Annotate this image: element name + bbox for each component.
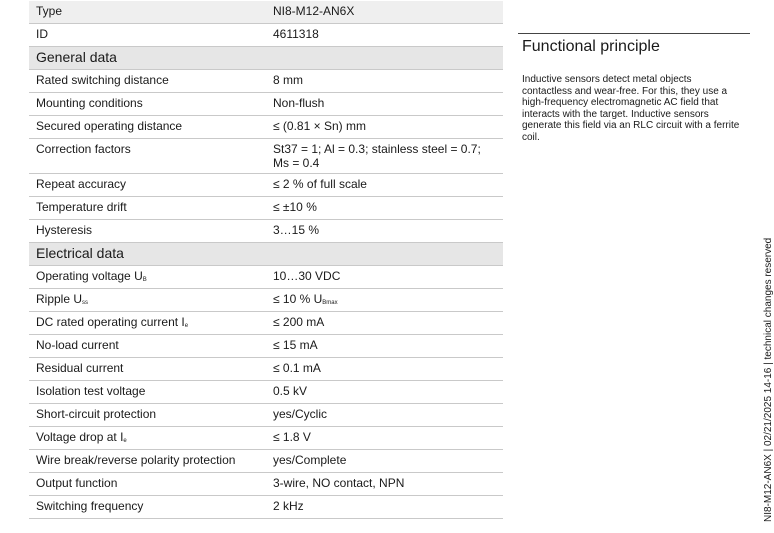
spec-label: [29, 116, 266, 139]
spec-label: [29, 358, 266, 381]
spec-value: [266, 404, 503, 427]
spec-label-text: Residual current: [36, 361, 124, 375]
section-electrical: [29, 243, 503, 266]
spec-value-text: Non-flush: [273, 96, 325, 110]
spec-row: [29, 289, 503, 312]
spec-value: [266, 220, 503, 243]
spec-label: [29, 404, 266, 427]
spec-label-text: Repeat accuracy: [36, 177, 127, 191]
spec-row: [29, 450, 503, 473]
spec-value: [266, 197, 503, 220]
spec-row: [29, 139, 503, 174]
spec-label-text: Voltage drop at I: [36, 430, 124, 444]
spec-label-subscript: B: [142, 277, 147, 283]
spec-label-text: DC rated operating current I: [36, 315, 185, 329]
spec-value-text: ≤ (0.81 × Sn) mm: [273, 119, 366, 133]
spec-label-text: Mounting conditions: [36, 96, 143, 110]
spec-label-text: Hysteresis: [36, 223, 93, 237]
spec-label: [29, 93, 266, 116]
spec-value: [266, 381, 503, 404]
spec-label-text: Secured operating distance: [36, 119, 183, 133]
spec-value-text: 2 kHz: [273, 499, 304, 513]
spec-value-text: ≤ 0.1 mA: [273, 361, 321, 375]
spec-value-text: ≤ 15 mA: [273, 338, 318, 352]
section-title: Electrical data: [29, 243, 503, 266]
spec-value-text: 8 mm: [273, 73, 303, 87]
spec-label: [29, 220, 266, 243]
spec-label-text: Wire break/reverse polarity protection: [36, 453, 236, 467]
type-row: [29, 1, 503, 24]
spec-label-text: No-load current: [36, 338, 119, 352]
spec-value: [266, 450, 503, 473]
spec-row: [29, 70, 503, 93]
spec-value: NI8-M12-AN6X: [266, 1, 503, 24]
spec-value-text: ≤ 1.8 V: [273, 430, 311, 444]
spec-label: [29, 335, 266, 358]
spec-value: [266, 427, 503, 450]
spec-value-text: 3-wire, NO contact, NPN: [273, 476, 405, 490]
general-rows: [29, 70, 503, 243]
spec-label: [29, 289, 266, 312]
spec-label: ID: [29, 24, 266, 47]
spec-row: [29, 473, 503, 496]
spec-value-text: ≤ 10 % U: [273, 292, 323, 306]
spec-label: [29, 450, 266, 473]
spec-value-text: ≤ 200 mA: [273, 315, 325, 329]
spec-value: [266, 93, 503, 116]
spec-label-text: Isolation test voltage: [36, 384, 146, 398]
spec-value-text: 10…30 VDC: [273, 269, 341, 283]
spec-label: [29, 473, 266, 496]
functional-divider: [518, 33, 750, 34]
spec-label-subscript: e: [184, 323, 189, 329]
spec-label-subscript: e: [123, 438, 127, 444]
spec-label-text: Output function: [36, 476, 118, 490]
spec-label: [29, 197, 266, 220]
electrical-rows: [29, 266, 503, 519]
spec-row: [29, 197, 503, 220]
spec-value: [266, 473, 503, 496]
spec-value: [266, 266, 503, 289]
spec-value: [266, 358, 503, 381]
spec-value: [266, 139, 503, 174]
spec-row: [29, 220, 503, 243]
spec-value: [266, 116, 503, 139]
spec-value-text: 3…15 %: [273, 223, 320, 237]
spec-value-text: St37 = 1; Al = 0.3; stainless steel = 0.7; Ms = 0.4: [273, 142, 481, 170]
spec-row: [29, 266, 503, 289]
spec-label-text: Ripple U: [36, 292, 83, 306]
spec-label: [29, 139, 266, 174]
spec-value: [266, 312, 503, 335]
spec-row: [29, 358, 503, 381]
spec-table: [29, 1, 503, 519]
spec-row: [29, 174, 503, 197]
functional-principle-text: Inductive sensors detect metal objects contactless and wear-free. For this, they use a high-frequency electromagnetic AC field that interacts with the target. Inductive sensors generate this field via an RLC circuit with a ferrite coil.: [522, 74, 740, 143]
spec-label: [29, 496, 266, 519]
spec-label-text: Correction factors: [36, 142, 131, 156]
spec-label: [29, 266, 266, 289]
functional-principle-title: Functional principle: [522, 38, 660, 55]
spec-row: [29, 496, 503, 519]
spec-label: [29, 427, 266, 450]
spec-value: [266, 174, 503, 197]
vertical-footer: NI8-M12-AN6X | 02/21/2025 14-16 | technical changes reserved: [763, 237, 774, 522]
spec-value-subscript: Bmax: [322, 300, 338, 306]
spec-row: [29, 116, 503, 139]
spec-label-text: Short-circuit protection: [36, 407, 157, 421]
spec-value: 4611318: [266, 24, 503, 47]
section-title: General data: [29, 47, 503, 70]
spec-value: [266, 70, 503, 93]
spec-row: [29, 312, 503, 335]
spec-value: [266, 289, 503, 312]
id-row: [29, 24, 503, 47]
spec-label: [29, 312, 266, 335]
spec-value: [266, 335, 503, 358]
spec-value-text: ≤ 2 % of full scale: [273, 177, 367, 191]
spec-label-text: Operating voltage U: [36, 269, 143, 283]
spec-label-subscript: ss: [82, 300, 89, 306]
spec-row: [29, 427, 503, 450]
spec-label-text: Rated switching distance: [36, 73, 169, 87]
spec-row: [29, 335, 503, 358]
spec-row: [29, 404, 503, 427]
spec-row: [29, 93, 503, 116]
spec-value-text: yes/Complete: [273, 453, 347, 467]
spec-value-text: ≤ ±10 %: [273, 200, 317, 214]
spec-label: [29, 70, 266, 93]
spec-label: [29, 381, 266, 404]
spec-row: [29, 381, 503, 404]
spec-value: [266, 496, 503, 519]
spec-label-text: Switching frequency: [36, 499, 144, 513]
spec-value-text: 0.5 kV: [273, 384, 308, 398]
spec-value-text: yes/Cyclic: [273, 407, 328, 421]
spec-label-text: Temperature drift: [36, 200, 127, 214]
section-general: [29, 47, 503, 70]
spec-label: [29, 174, 266, 197]
spec-label: Type: [29, 1, 266, 24]
